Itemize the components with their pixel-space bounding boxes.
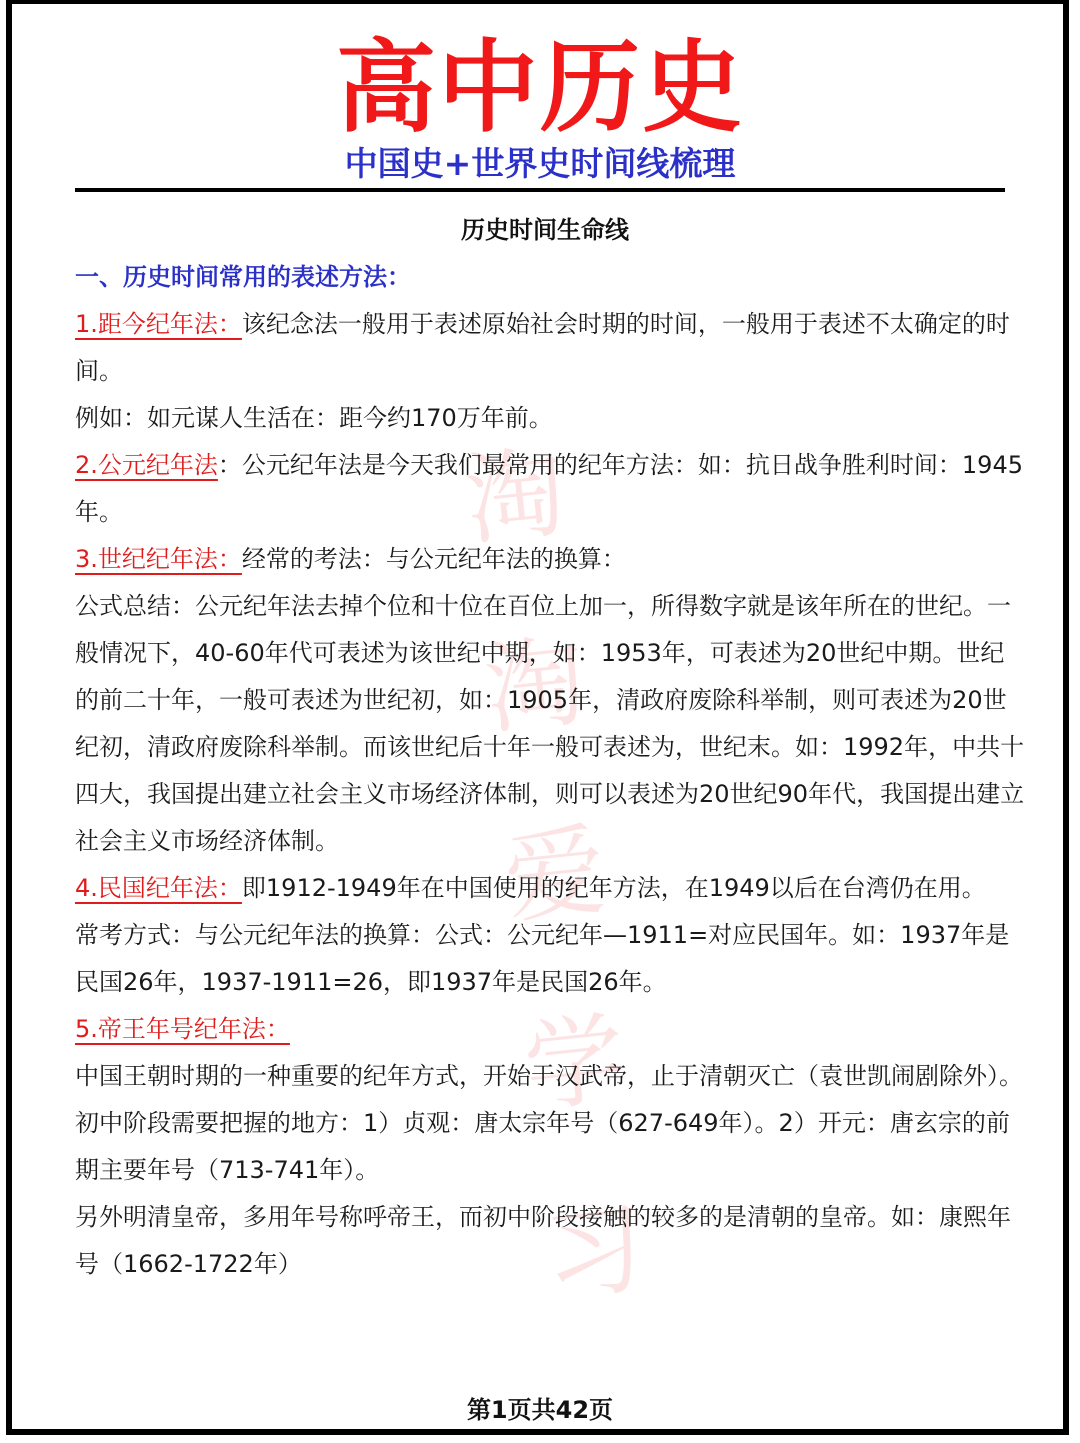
item-text: 例如：如元谋人生活在：距今约170万年前。 [75, 404, 553, 432]
paragraph-item-4 [75, 865, 1025, 912]
item-text: 经常的考法：与公元纪年法的换算： [241, 545, 626, 573]
part-heading: 一、历史时间常用的表述方法： [75, 263, 411, 291]
page-indicator: 第1页共42页 [466, 1396, 614, 1424]
item-text: 即1912-1949年在中国使用的纪年方法，在1949以后在台湾仍在用。 [241, 874, 986, 902]
item-label: 4.民国纪年法： [75, 874, 242, 902]
document-body [75, 207, 1025, 1288]
paragraph-reign-description [75, 1053, 1025, 1100]
item-label: 2.公元纪年法 [75, 451, 218, 479]
item-label: 1.距今纪年法： [75, 310, 242, 338]
paragraph-reign-key-points [75, 1100, 1025, 1194]
paragraph-ming-qing [75, 1194, 1025, 1288]
paragraph-formula-summary [75, 583, 1025, 865]
item-text: ：公元纪年法是今天我们最常用的纪年方法：如：抗日战争胜利时间：1945年。 [75, 451, 1023, 526]
item-text: 另外明清皇帝，多用年号称呼帝王，而初中阶段接触的较多的是清朝的皇帝。如：康熙年号（1662-1722年） [75, 1203, 1011, 1278]
paragraph-item-2 [75, 442, 1025, 536]
item-text: 公式总结：公元纪年法去掉个位和十位在百位上加一，所得数字就是该年所在的世纪。一般情况下，40-60年代可表述为该世纪中期，如：1953年，可表述为20世纪中期。世纪的前二十年，一般可表述为世纪初，如：1905年，清政府废除科举制，则可表述为20世纪初，清政府废除科举制。而该世纪后十年一般可表述为，世纪末。如：1992年，中共十四大，我国提出建立社会主义市场经济体制，则可以表述为20世纪90年代，我国提出建立社会主义市场经济体制。 [75, 592, 1025, 855]
paragraph-item-5 [75, 1006, 1025, 1053]
item-text: 该纪念法一般用于表述原始社会时期的时间，一般用于表述不太确定的时间。 [75, 310, 1010, 385]
watermark-char: 爱 [499, 811, 611, 938]
paragraph-item-3 [75, 536, 1025, 583]
item-text: 常考方式：与公元纪年法的换算：公式：公元纪年—1911=对应民国年。如：1937年是民国26年，1937-1911=26，即1937年是民国26年。 [75, 921, 1010, 996]
watermark-char: 习 [538, 1189, 651, 1316]
paragraph-exam-method [75, 912, 1025, 1006]
item-label: 3.世纪纪年法： [75, 545, 242, 573]
paragraph-item-1 [75, 301, 1025, 395]
paragraph-example [75, 395, 1025, 442]
item-label: 5.帝王年号纪年法： [75, 1015, 290, 1043]
page-subtitle: 中国史+世界史时间线梳理 [344, 144, 736, 183]
page-title: 高中历史 [336, 32, 744, 144]
item-text: 中国王朝时期的一种重要的纪年方式，开始于汉武帝，止于清朝灭亡（袁世凯闹剧除外）。 [75, 1062, 1023, 1090]
item-text: 初中阶段需要把握的地方：1）贞观：唐太宗年号（627-649年）。2）开元：唐玄宗的前期主要年号（713-741年）。 [75, 1109, 1010, 1184]
watermark-char: 学 [518, 1000, 631, 1127]
title-divider [75, 188, 1005, 192]
watermark-char: 淘 [459, 433, 572, 560]
watermark-char: 淘 [479, 622, 591, 749]
section-heading: 历史时间生命线 [461, 216, 629, 244]
